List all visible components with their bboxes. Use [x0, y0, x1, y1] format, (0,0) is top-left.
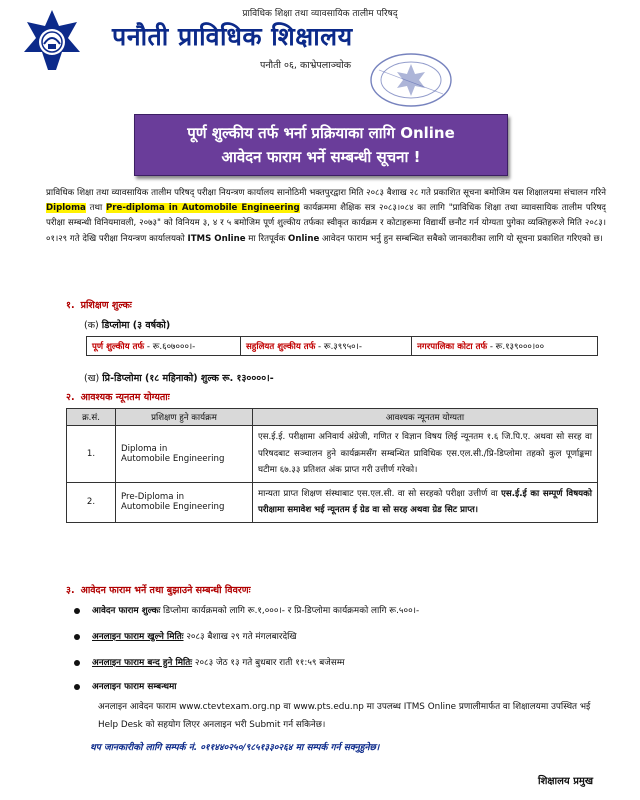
- banner-line-2: आवेदन फाराम भर्ने सम्बन्धी सूचना !: [221, 148, 421, 166]
- row-1-program: [116, 426, 253, 483]
- row-2-program: [116, 482, 253, 522]
- fee-label-concession: सहुलियत शुल्कीय तर्फ: [245, 342, 316, 352]
- highlight-diploma: Diploma: [46, 203, 86, 214]
- bullet-1-label: आवेदन फाराम शुल्कः: [92, 606, 161, 616]
- fee-cell-full: [87, 337, 241, 356]
- intro-text-5: आवेदन फाराम भर्नु हुन सम्बन्धित सबैको जानकारीका लागि यो सूचना प्रकाशित गरिएको छ।: [319, 233, 603, 244]
- fee-amount-full: - रू.६०७०००।-: [144, 342, 196, 352]
- row-1-program-line-2: Automobile Engineering: [121, 453, 225, 464]
- list-item: [74, 656, 345, 668]
- header-program: प्रशिक्षण हुने कार्यक्रम: [116, 409, 253, 426]
- online-text: Online: [288, 233, 320, 244]
- bullet-2-label: अनलाइन फाराम खुल्ने मितिः: [92, 632, 184, 642]
- section-3-number: ३.: [66, 585, 75, 596]
- online-form-details: अनलाइन आवेदन फाराम www.ctevtexam.org.np वा www.pts.edu.np मा उपलब्ध ITMS Online प्रणालीमार्फत वा शिक्षालयमा उपस्थित भई Help Desk को सहयोग लिएर अनलाइन भरी Submit गर्न सकिनेछ।: [98, 702, 591, 730]
- bullet-3-label: अनलाइन फाराम बन्द हुने मितिः: [92, 658, 193, 668]
- header-sn: क्र.सं.: [67, 409, 116, 426]
- header-qualification: आवश्यक न्यूनतम योग्यता: [253, 409, 598, 426]
- section-2-number: २.: [66, 392, 75, 403]
- sub-kha-text: प्रि-डिप्लोमा (१८ महिनाको) शुल्क रू. १३००००।-: [102, 373, 274, 384]
- intro-text-2: तथा: [85, 203, 106, 214]
- bullet-4-label: अनलाइन फाराम सम्बन्धमा: [92, 682, 177, 692]
- highlight-pre-diploma: Pre-diploma in Automobile Engineering: [105, 203, 300, 214]
- notice-banner: [134, 114, 508, 176]
- fee-label-municipal: नगरपालिका कोटा तर्फ: [417, 342, 488, 352]
- row-1-sn: 1.: [67, 426, 116, 483]
- qualification-table: [66, 408, 598, 523]
- section-3-title: आवेदन फाराम भर्ने तथा बुझाउने सम्बन्धी विवरणः: [80, 585, 251, 596]
- council-name: प्राविधिक शिक्षा तथा व्यावसायिक तालीम परिषद्: [242, 9, 398, 19]
- intro-paragraph: [46, 186, 606, 247]
- section-1-title: प्रशिक्षण शुल्कः: [80, 300, 132, 311]
- fee-cell-concession: [240, 337, 411, 356]
- section-3-heading: [66, 583, 251, 596]
- fee-amount-concession: - रू.३९९५०।-: [315, 342, 363, 352]
- table-header-row: [67, 409, 598, 426]
- section-1-number: १.: [66, 300, 75, 311]
- fee-label-full: पूर्ण शुल्कीय तर्फ: [92, 342, 145, 352]
- bullet-icon: [74, 634, 80, 640]
- section-2-title: आवश्यक न्यूनतम योग्यताः: [80, 392, 170, 403]
- row-2-requirement-plain: मान्यता प्राप्त शिक्षण संस्थाबाट एस.एल.सी. वा सो सरहको परीक्षा उत्तीर्ण वा: [258, 488, 502, 499]
- row-1-program-line-1: Diploma in: [121, 443, 168, 454]
- sub-ka-title: डिप्लोमा (३ वर्षको): [101, 320, 171, 331]
- section-2-heading: [66, 390, 170, 403]
- row-2-program-line-2: Automobile Engineering: [121, 502, 225, 512]
- bullet-2-text: २०८३ बैशाख २९ गते मंगलबारदेखि: [183, 632, 297, 642]
- row-2-program-line-1: Pre-Diploma in: [121, 492, 185, 502]
- sub-kha-label: (ख): [84, 373, 100, 384]
- school-address: पनौती ०६, काभ्रेपलाञ्चोक: [260, 60, 352, 71]
- fee-table: [86, 336, 598, 356]
- bullet-3-text: २०८३ जेठ १३ गते बुधबार राती ११:५९ बजेसम्म: [192, 658, 345, 668]
- intro-text-3: कार्यक्रममा शैक्षिक सत्र २०८३।०८४ का लागि "प्राविधिक शिक्षा तथा व्यावसायिक तालीम परिषद् परीक्षा सम्बन्धी विनियमावली, २०७३" को विनियम ३, ४ र ५ बमोजिम पूर्ण शुल्कीय तर्फका स्वीकृत कार्यक्रम र कोटाहरूमा विद्यार्थी छनौट गर्न योग्यता पुगेका व्यक्तिहरूले मिति २०८३।०१।२९ गते देखि परीक्षा नियन्त्रण कार्यालयको: [46, 203, 606, 244]
- table-row: [67, 482, 598, 522]
- bullet-icon: [74, 660, 80, 666]
- school-name: पनौती प्राविधिक शिक्षालय: [112, 22, 353, 51]
- section-1-heading: [66, 298, 132, 311]
- contact-info: थप जानकारीको लागि सम्पर्क नं. ०११४४०२५०/९८५१३३०२६४ मा सम्पर्क गर्न सक्नुहुनेछ।: [90, 743, 380, 753]
- fee-row: [87, 337, 598, 356]
- fee-amount-municipal: - रू.१३९०००।००: [487, 342, 545, 352]
- sub-kha-heading: [84, 371, 274, 384]
- itms-online-text: ITMS Online: [187, 233, 246, 244]
- table-row: [67, 426, 598, 483]
- sub-ka-heading: [84, 318, 170, 331]
- banner-line-1: पूर्ण शुल्कीय तर्फ भर्ना प्रक्रियाका लागि Online: [187, 124, 455, 142]
- bullet-icon: [74, 684, 80, 690]
- row-1-requirement: एस.ई.ई. परीक्षामा अनिवार्य अंग्रेजी, गणित र विज्ञान विषय लिई न्यूनतम १.६ जि.पि.ए. अथवा सो सरह वा परिषदबाट सञ्चालन हुने कार्यक्रमसँग सम्बन्धित प्राविधिक एस.एल.सी./प्रि-डिप्लोमा तहको कुल पूर्णाङ्कमा घटीमा ६७.३३ प्रतिशत अंक प्राप्त गरी उत्तीर्ण गरेको।: [253, 426, 598, 483]
- bullet-1-text: डिप्लोमा कार्यक्रमको लागि रू.१,०००।- र प्रि-डिप्लोमा कार्यक्रमको लागि रू.५००।-: [160, 606, 420, 616]
- fee-cell-municipal: [412, 337, 598, 356]
- intro-text-4: मा रितपूर्वक: [245, 233, 289, 244]
- round-stamp-icon: [365, 50, 457, 110]
- signature-title: शिक्षालय प्रमुख: [538, 776, 594, 787]
- list-item: [74, 630, 297, 642]
- bullet-icon: [74, 608, 80, 614]
- sub-ka-label: (क): [84, 320, 99, 331]
- list-item: [74, 604, 419, 616]
- row-2-sn: 2.: [67, 482, 116, 522]
- list-item: [74, 680, 177, 692]
- row-2-requirement-bold: एस.ई.ई का सम्पूर्ण विषयको परीक्षामा समावेश भई न्यूनतम ई ग्रेड वा सो सरह अथवा ग्रेड सिट प्राप्त।: [258, 488, 592, 515]
- intro-text-1: प्राविधिक शिक्षा तथा व्यावसायिक तालीम परिषद् परीक्षा नियन्त्रण कार्यालय सानोठिमी भक्तपुरद्वारा मिति २०८३ बैशाख २८ गते प्रकाशित सूचना बमोजिम यस शिक्षालयमा संचालन गरिने: [46, 188, 606, 198]
- row-2-requirement: [253, 482, 598, 522]
